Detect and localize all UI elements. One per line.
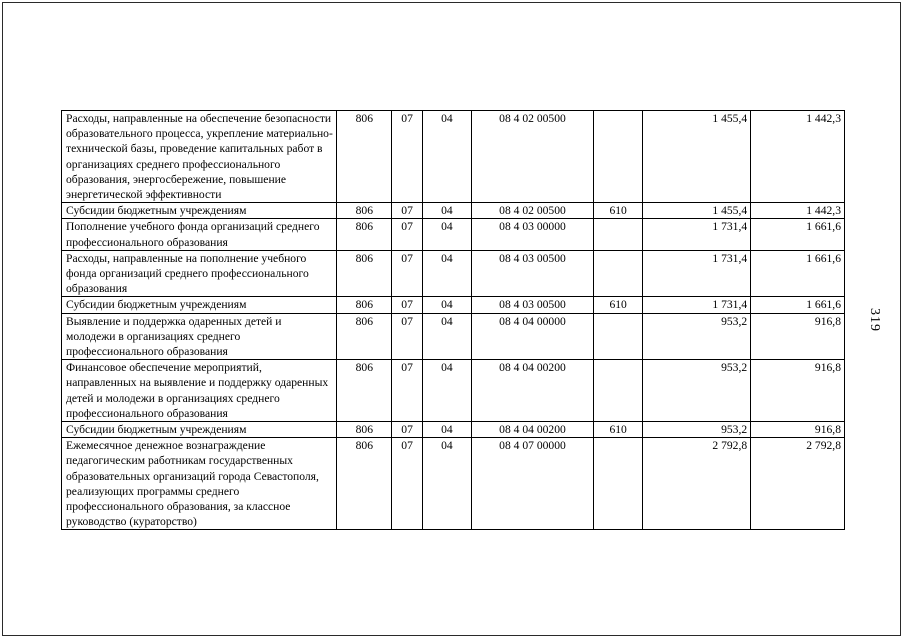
row-amount-2: 2 792,8 — [751, 438, 845, 530]
row-expense-type — [594, 111, 643, 203]
page-number: 319 — [867, 308, 882, 332]
row-expense-type — [594, 250, 643, 297]
row-expense-type: 610 — [594, 422, 643, 438]
row-subsection: 04 — [422, 360, 471, 422]
row-subsection: 04 — [422, 250, 471, 297]
budget-table — [61, 110, 845, 530]
table-row — [62, 219, 845, 250]
row-subsection: 04 — [422, 438, 471, 530]
row-expense-type — [594, 313, 643, 360]
row-amount-2: 1 661,6 — [751, 250, 845, 297]
row-grbs: 806 — [337, 297, 392, 313]
row-subsection: 04 — [422, 422, 471, 438]
table-row — [62, 422, 845, 438]
table-row — [62, 111, 845, 203]
row-section: 07 — [392, 111, 423, 203]
row-target-article: 08 4 03 00500 — [471, 250, 593, 297]
row-section: 07 — [392, 360, 423, 422]
row-amount-2: 916,8 — [751, 422, 845, 438]
row-amount-2: 1 661,6 — [751, 297, 845, 313]
row-amount-1: 1 731,4 — [643, 250, 751, 297]
row-amount-1: 953,2 — [643, 313, 751, 360]
row-amount-2: 916,8 — [751, 313, 845, 360]
row-section: 07 — [392, 203, 423, 219]
row-amount-1: 2 792,8 — [643, 438, 751, 530]
row-grbs: 806 — [337, 313, 392, 360]
row-grbs: 806 — [337, 250, 392, 297]
row-subsection: 04 — [422, 111, 471, 203]
table-row — [62, 297, 845, 313]
row-section: 07 — [392, 313, 423, 360]
row-amount-1: 1 731,4 — [643, 219, 751, 250]
row-target-article: 08 4 03 00500 — [471, 297, 593, 313]
table-row — [62, 313, 845, 360]
row-name: Ежемесячное денежное вознаграждение педагогическим работникам государственных образовательных организаций города Севастополя, реализующих программы среднего профессионального образования, за классное руководство (кураторство) — [62, 438, 337, 530]
row-amount-2: 916,8 — [751, 360, 845, 422]
row-expense-type — [594, 219, 643, 250]
row-amount-1: 1 455,4 — [643, 111, 751, 203]
row-amount-2: 1 442,3 — [751, 111, 845, 203]
row-name: Субсидии бюджетным учреждениям — [62, 297, 337, 313]
row-expense-type: 610 — [594, 203, 643, 219]
row-section: 07 — [392, 219, 423, 250]
table-row — [62, 250, 845, 297]
row-expense-type — [594, 438, 643, 530]
row-name: Субсидии бюджетным учреждениям — [62, 203, 337, 219]
row-name: Расходы, направленные на обеспечение безопасности образовательного процесса, укрепление материально-технической базы, проведение капитальных работ в организациях среднего профессионального образования, энергосбережение, повышение энергетической эффективности — [62, 111, 337, 203]
row-target-article: 08 4 04 00200 — [471, 360, 593, 422]
row-target-article: 08 4 04 00000 — [471, 313, 593, 360]
row-name: Финансовое обеспечение мероприятий, направленных на выявление и поддержку одаренных детей и молодежи в организациях среднего профессионального образования — [62, 360, 337, 422]
row-name: Пополнение учебного фонда организаций среднего профессионального образования — [62, 219, 337, 250]
row-section: 07 — [392, 422, 423, 438]
row-section: 07 — [392, 297, 423, 313]
row-section: 07 — [392, 438, 423, 530]
table-row — [62, 203, 845, 219]
table-row — [62, 360, 845, 422]
row-amount-1: 953,2 — [643, 422, 751, 438]
row-subsection: 04 — [422, 297, 471, 313]
row-target-article: 08 4 07 00000 — [471, 438, 593, 530]
row-amount-1: 1 455,4 — [643, 203, 751, 219]
row-name: Выявление и поддержка одаренных детей и молодежи в организациях среднего профессионального образования — [62, 313, 337, 360]
row-target-article: 08 4 02 00500 — [471, 203, 593, 219]
table-row — [62, 438, 845, 530]
row-grbs: 806 — [337, 360, 392, 422]
row-grbs: 806 — [337, 203, 392, 219]
row-subsection: 04 — [422, 203, 471, 219]
row-target-article: 08 4 03 00000 — [471, 219, 593, 250]
row-amount-2: 1 661,6 — [751, 219, 845, 250]
row-expense-type — [594, 360, 643, 422]
row-grbs: 806 — [337, 111, 392, 203]
row-amount-2: 1 442,3 — [751, 203, 845, 219]
row-amount-1: 1 731,4 — [643, 297, 751, 313]
row-target-article: 08 4 02 00500 — [471, 111, 593, 203]
row-subsection: 04 — [422, 219, 471, 250]
row-amount-1: 953,2 — [643, 360, 751, 422]
row-name: Субсидии бюджетным учреждениям — [62, 422, 337, 438]
row-grbs: 806 — [337, 438, 392, 530]
row-grbs: 806 — [337, 219, 392, 250]
row-grbs: 806 — [337, 422, 392, 438]
row-expense-type: 610 — [594, 297, 643, 313]
row-name: Расходы, направленные на пополнение учебного фонда организаций среднего профессионального образования — [62, 250, 337, 297]
row-subsection: 04 — [422, 313, 471, 360]
row-section: 07 — [392, 250, 423, 297]
row-target-article: 08 4 04 00200 — [471, 422, 593, 438]
